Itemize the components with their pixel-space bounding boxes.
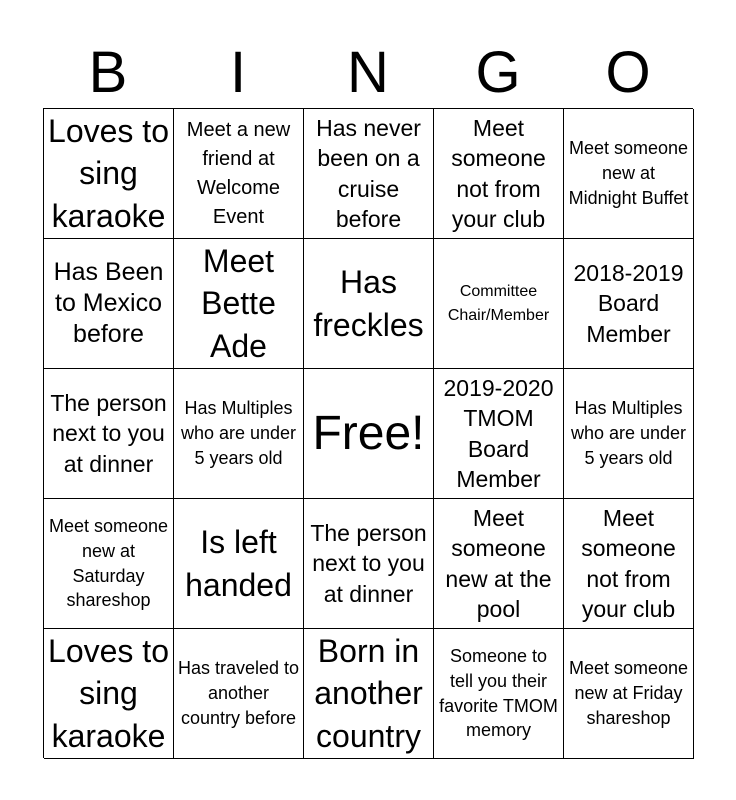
bingo-cell-r2c5[interactable]: 2018-2019 Board Member (564, 239, 694, 369)
bingo-cell-r2c2[interactable]: Meet Bette Ade (174, 239, 304, 369)
bingo-cell-r1c1[interactable]: Loves to sing karaoke (44, 109, 174, 239)
bingo-cell-r2c1[interactable]: Has Been to Mexico before (44, 239, 174, 369)
bingo-grid (43, 108, 693, 758)
header-letter-i: I (229, 40, 247, 105)
bingo-cell-r3c2[interactable]: Has Multiples who are under 5 years old (174, 369, 304, 499)
bingo-cell-r5c5[interactable]: Meet someone new at Friday shareshop (564, 629, 694, 759)
bingo-cell-r5c2[interactable]: Has traveled to another country before (174, 629, 304, 759)
bingo-cell-r1c3[interactable]: Has never been on a cruise before (304, 109, 434, 239)
bingo-cell-r3c5[interactable]: Has Multiples who are under 5 years old (564, 369, 694, 499)
bingo-cell-r4c4[interactable]: Meet someone new at the pool (434, 499, 564, 629)
header-letter-n: N (347, 40, 389, 105)
header-letter-b: B (88, 40, 128, 105)
bingo-cell-r4c1[interactable]: Meet someone new at Saturday shareshop (44, 499, 174, 629)
bingo-cell-r4c2[interactable]: Is left handed (174, 499, 304, 629)
bingo-cell-r4c5[interactable]: Meet someone not from your club (564, 499, 694, 629)
bingo-header (43, 38, 693, 108)
bingo-cell-r4c3[interactable]: The person next to you at dinner (304, 499, 434, 629)
bingo-cell-r3c1[interactable]: The person next to you at dinner (44, 369, 174, 499)
bingo-cell-r1c4[interactable]: Meet someone not from your club (434, 109, 564, 239)
bingo-cell-r5c4[interactable]: Someone to tell you their favorite TMOM memory (434, 629, 564, 759)
bingo-cell-r2c4[interactable]: Committee Chair/Member (434, 239, 564, 369)
bingo-cell-r5c1[interactable]: Loves to sing karaoke (44, 629, 174, 759)
bingo-cell-r1c5[interactable]: Meet someone new at Midnight Buffet (564, 109, 694, 239)
header-letter-g: G (475, 40, 521, 105)
bingo-cell-r3c4[interactable]: 2019-2020 TMOM Board Member (434, 369, 564, 499)
bingo-cell-r1c2[interactable]: Meet a new friend at Welcome Event (174, 109, 304, 239)
bingo-cell-r5c3[interactable]: Born in another country (304, 629, 434, 759)
bingo-cell-free[interactable]: Free! (304, 369, 434, 499)
header-letter-o: O (605, 40, 651, 105)
bingo-cell-r2c3[interactable]: Has freckles (304, 239, 434, 369)
